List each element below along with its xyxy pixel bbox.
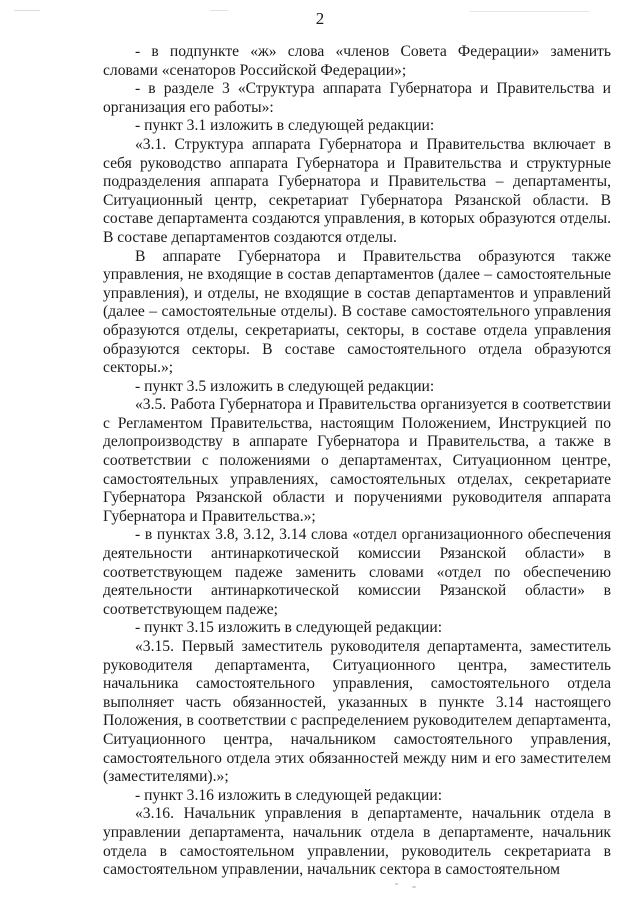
paragraph-4: «3.1. Структура аппарата Губернатора и Правительства включает в себя руководство аппарата Губернатора и Правительства и структурные подразделения аппарата Губернатора и Правительства – департаменты, Ситуационный центр, секретариат Губернатора Рязанской области. В составе департамента создаются управления, в которых образуются отделы. В составе департаментов создаются отделы. <box>103 135 611 246</box>
paragraph-3: - пункт 3.1 изложить в следующей редакции: <box>135 117 435 135</box>
paragraph-9: - пункт 3.15 изложить в следующей редакции: <box>135 619 443 637</box>
page-number: 2 <box>315 9 325 28</box>
paragraph-10: «3.15. Первый заместитель руководителя департамента, заместитель руководителя департамента, Ситуационного центра, заместитель начальника самостоятельного управления, самостоятельного отдела выполняет часть обязанностей, указанных в пункте 3.14 настоящего Положения, в соответствии с распределением руководителем департамента, Ситуационного центра, начальником самостоятельного управления, самостоятельного отдела этих обязанностей между ним и его заместителем (заместителями).»; <box>103 638 611 786</box>
paragraph-11: - пункт 3.16 изложить в следующей редакции: <box>135 786 443 804</box>
paragraph-8: - в пунктах 3.8, 3.12, 3.14 слова «отдел организационного обеспечения деятельности антинаркотической комиссии Рязанской области» в соответствующем падеже заменить словами «отдел по обеспечению деятельности антинаркотической комиссии Рязанской области» в соответствующем падеже; <box>103 526 611 618</box>
document-body <box>103 43 611 880</box>
scan-artifact-bottom-right <box>412 886 416 888</box>
scan-artifact-bottom-left <box>395 883 398 885</box>
paragraph-1: - в подпункте «ж» слова «членов Совета Федерации» заменить словами «сенаторов Российской Федерации»; <box>103 43 611 79</box>
paragraph-2: - в разделе 3 «Структура аппарата Губернатора и Правительства и организация его работы»: <box>103 80 611 116</box>
scan-artifact-top-left <box>14 10 40 11</box>
scan-artifact-top-mid <box>210 10 228 11</box>
paragraph-7: «3.5. Работа Губернатора и Правительства организуется в соответствии с Регламентом Правительства, настоящим Положением, Инструкцией по делопроизводству в аппарате Губернатора и Правительства, а также в соответствии с положениями о департаментах, Ситуационном центре, самостоятельных управлениях, самостоятельных отделах, секретариате Губернатора Рязанской области и поручениями руководителя аппарата Губернатора и Правительства.»; <box>103 396 611 525</box>
paragraph-6: - пункт 3.5 изложить в следующей редакции: <box>135 377 435 395</box>
paragraph-5: В аппарате Губернатора и Правительства образуются также управления, не входящие в состав департаментов (далее – самостоятельные управления), и отделы, не входящие в состав департаментов и управлений (далее – самостоятельные отделы). В составе самостоятельного управления образуются отделы, секретариаты, секторы, в составе отдела управления образуются секторы. В составе самостоятельного отдела образуются секторы.»; <box>103 247 611 377</box>
paragraph-12: «3.16. Начальник управления в департаменте, начальник отдела в управлении департамента, начальник отдела в департаменте, начальник отдела в самостоятельном управлении, руководитель секретариата в самостоятельном управлении, начальник сектора в самостоятельном <box>103 805 611 879</box>
scan-artifact-top-right <box>470 11 590 12</box>
